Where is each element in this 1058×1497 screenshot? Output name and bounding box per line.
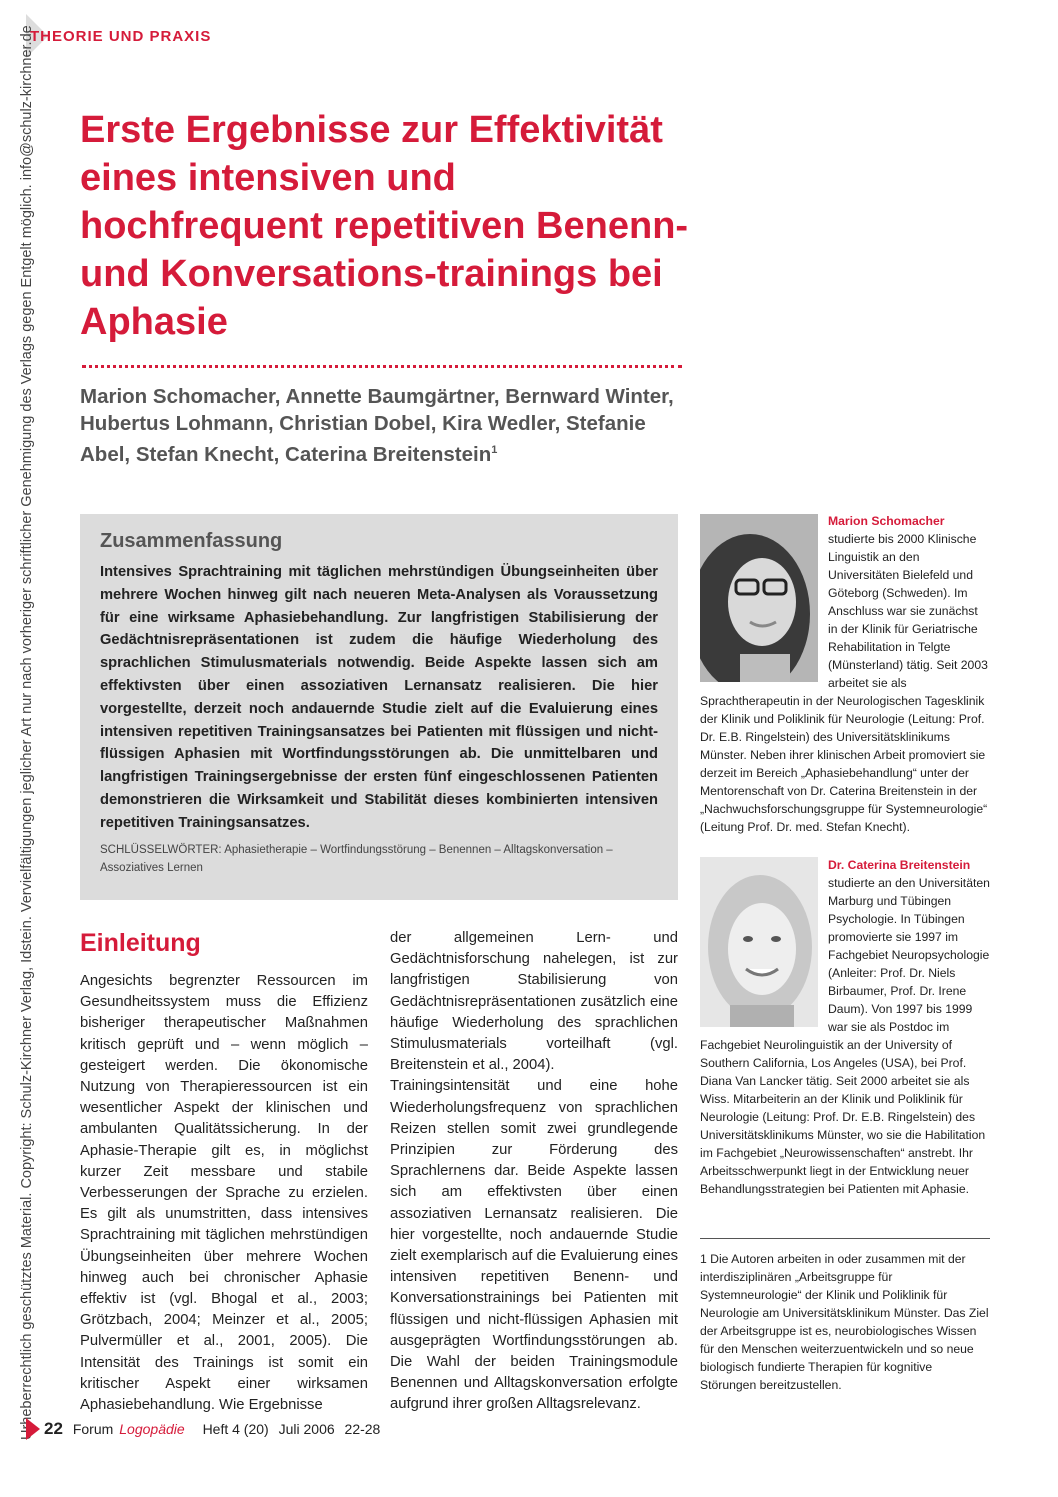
author-bio-breitenstein [700,856,990,1198]
intro-paragraph: Trainingsintensität und eine hohe Wiederholungsfrequenz von sprachlichen Reizen stellen somit zwei grundlegende Prinzipien zur Förderung des Sprachlernens dar. Beide Aspekte lassen sich am effektivsten über einen assoziativen Lernansatz realisieren. Die hier vorgestellte, noch andauernde Studie zielt exemplarisch auf die Evaluierung eines intensiven repetitiven Benenn- und Konversationstrainings bei Patienten mit flüssigen und nicht-flüssigen Aphasien mit ausgeprägten Wortfindungsstörungen ab. Die Wahl der beiden Trainingsmodule Benennen und Alltagskonversation erfolgte aufgrund ihrer großen Alltagsrelevanz. [390,1078,678,1413]
intro-column-1 [80,971,368,1416]
intro-paragraph: der allgemeinen Lern- und Gedächtnisforschung nahelegen, ist zur langfristigen Stabilisierung von Gedächtnisrepräsentationen zusätzlich eine häufige Wiederholung des sprachlichen Stimulusmaterials vorteilhaft (vgl. Breitenstein et al., 2004). [390,930,678,1074]
keywords-label: SCHLÜSSELWÖRTER: [100,843,222,856]
issue: Heft 4 (20) [202,1421,269,1437]
bio-text: studierte an den Universitäten Marburg und Tübingen Psychologie. In Tübingen promovierte sie 1997 im Fachgebiet Neuropsychologie (Anleiter: Prof. Dr. Niels Birbaumer, Prof. Dr. Irene Daum). Von 1997 bis 1999 war sie als Postdoc im Fachgebiet Neurolinguistik an der University of Southern California, Los Angeles (USA), bei Prof. Diana Van Lancker tätig. Seit 2000 arbeitet sie als Wiss. Mitarbeiterin an der Klinik und Poliklinik für Neurologie (Leitung: Prof. Dr. E.B. Ringelstein) des Universitätsklinikums Münster, wo sie die Habilitation im Fachgebiet „Neurowissenschaften“ anstrebt. Ihr Arbeitsschwerpunkt liegt in der Entwicklung neuer Behandlungsstrategien bei Patienten mit Aphasie. [700,876,990,1196]
footnote-divider [700,1238,990,1239]
author-bio-schomacher [700,512,990,836]
author-footnote-mark: 1 [491,444,498,456]
footer-arrow-icon [26,1418,40,1440]
copyright-side-note: Urheberrechtlich geschütztes Material. Copyright: Schulz-Kirchner Verlag, Idstein. Vervielfältigungen jeglicher Art nur nach vorheriger schriftlicher Genehmigung des Verlags gegen Entgelt möglich. info@schulz-kirchner.de [19,25,35,1440]
intro-paragraph: Angesichts begrenzter Ressourcen im Gesundheitssystem muss die Effizienz bisheriger therapeutischer Maßnahmen kritisch geprüft und – wenn möglich – gesteigert werden. Die ökonomische Nutzung von Therapieressourcen ist ein wesentlicher Aspekt der klinischen und ambulanten Qualitätssicherung. In der Aphasie-Therapie gilt es, in möglichst kurzer Zeit messbare und stabile Verbesserungen der Sprache zu erzielen. Es gilt als unumstritten, dass intensives Sprachtraining mit täglichen mehrstündigen Übungseinheiten über mehrere Wochen hinweg auch bei chronischer Aphasie effektiv ist (vgl. Bhogal et al., 2003; Grötzbach, 2004; Meinzer et al., 2005; Pulvermüller et al., 2001, 2005). Die Intensität des Trainings ist somit ein kritischer Aspekt einer wirksamen Aphasiebehandlung. Wie Ergebnisse [80,973,368,1414]
author-list [80,383,700,468]
journal-name-prefix: Forum [72,1421,114,1437]
section-label: THEORIE UND PRAXIS [30,28,212,45]
author-names: Marion Schomacher, Annette Baumgärtner, Bernward Winter, Hubertus Lohmann, Christian Dobel, Kira Wedler, Stefanie Abel, Stefan Knecht, Caterina Breitenstein [80,385,674,466]
title-divider [82,365,682,368]
keywords [100,841,658,877]
intro-heading: Einleitung [80,929,201,957]
abstract-heading: Zusammenfassung [100,530,283,552]
abstract-text: Intensives Sprachtraining mit täglichen mehrstündigen Übungseinheiten über mehrere Wochen hinweg gilt nach neueren Meta-Analysen als Voraussetzung für eine wirksame Aphasiebehandlung. Zur langfristigen Stabilisierung der Gedächtnisrepräsentationen ist zudem die häufige Wiederholung des sprachlichen Stimulusmaterials notwendig. Beide Aspekte lassen sich am effektivsten über einen assoziativen Lernansatz realisieren. Die hier vorgestellte, derzeit noch andauernde Studie zielt auf die Evaluierung eines intensiven repetitiven Trainingsansatzes bei Patienten mit flüssigen und nicht-flüssigen Aphasien mit Wortfindungsstörungen ab. Die unmittelbaren und langfristigen Trainingsergebnisse der ersten fünf eingeschlossenen Patienten demonstrieren die Wirksamkeit und Stabilität dieses kombinierten intensiven repetitiven Trainingsansatzes. [100,564,658,831]
bio-name: Dr. Caterina Breitenstein [828,858,971,872]
footnote: 1 Die Autoren arbeiten in oder zusammen mit der interdisziplinären „Arbeitsgruppe für Systemneurologie“ der Klinik und Poliklinik für Neurologie am Universitätsklinikum Münster. Das Ziel der Arbeitsgruppe ist es, neurobiologisches Wissen für den Menschen weiterzuentwickeln und so neue biologisch fundierte Therapien für kognitive Störungen bereitzustellen. [700,1252,989,1392]
issue-date: Juli 2006 [278,1421,335,1437]
abstract-box [80,514,678,900]
page-range: 22-28 [344,1421,381,1437]
journal-name-accent: Logopädie [119,1421,185,1437]
article-title: Erste Ergebnisse zur Effektivität eines intensiven und hochfrequent repetitiven Benenn- und Konversations-trainings bei Aphasie [80,109,689,343]
keywords-text: Aphasietherapie – Wortfindungsstörung – Benennen – Alltagskonversation – Assoziatives Lernen [100,843,613,874]
bio-text: studierte bis 2000 Klinische Linguistik an den Universitäten Bielefeld und Göteborg (Schweden). Im Anschluss war sie zunächst in der Klinik für Geriatrische Rehabilitation in Telgte (Münsterland) tätig. Seit 2003 arbeitet sie als Sprachtherapeutin in der Neurologischen Tagesklinik der Klinik und Poliklinik für Neurologie (Leitung: Prof. Dr. E.B. Ringelstein) des Universitätsklinikums Münster. Neben ihrer klinischen Arbeit promoviert sie derzeit im Bereich „Aphasiebehandlung“ unter der Mentorenschaft von Dr. Caterina Breitenstein in der „Nachwuchsforschungsgruppe für Systemneurologie“ (Leitung Prof. Dr. med. Stefan Knecht). [700,532,988,834]
bio-name: Marion Schomacher [828,514,945,528]
intro-column-2 [390,928,678,1416]
page-footer [44,1418,386,1440]
page-number: 22 [44,1419,63,1438]
